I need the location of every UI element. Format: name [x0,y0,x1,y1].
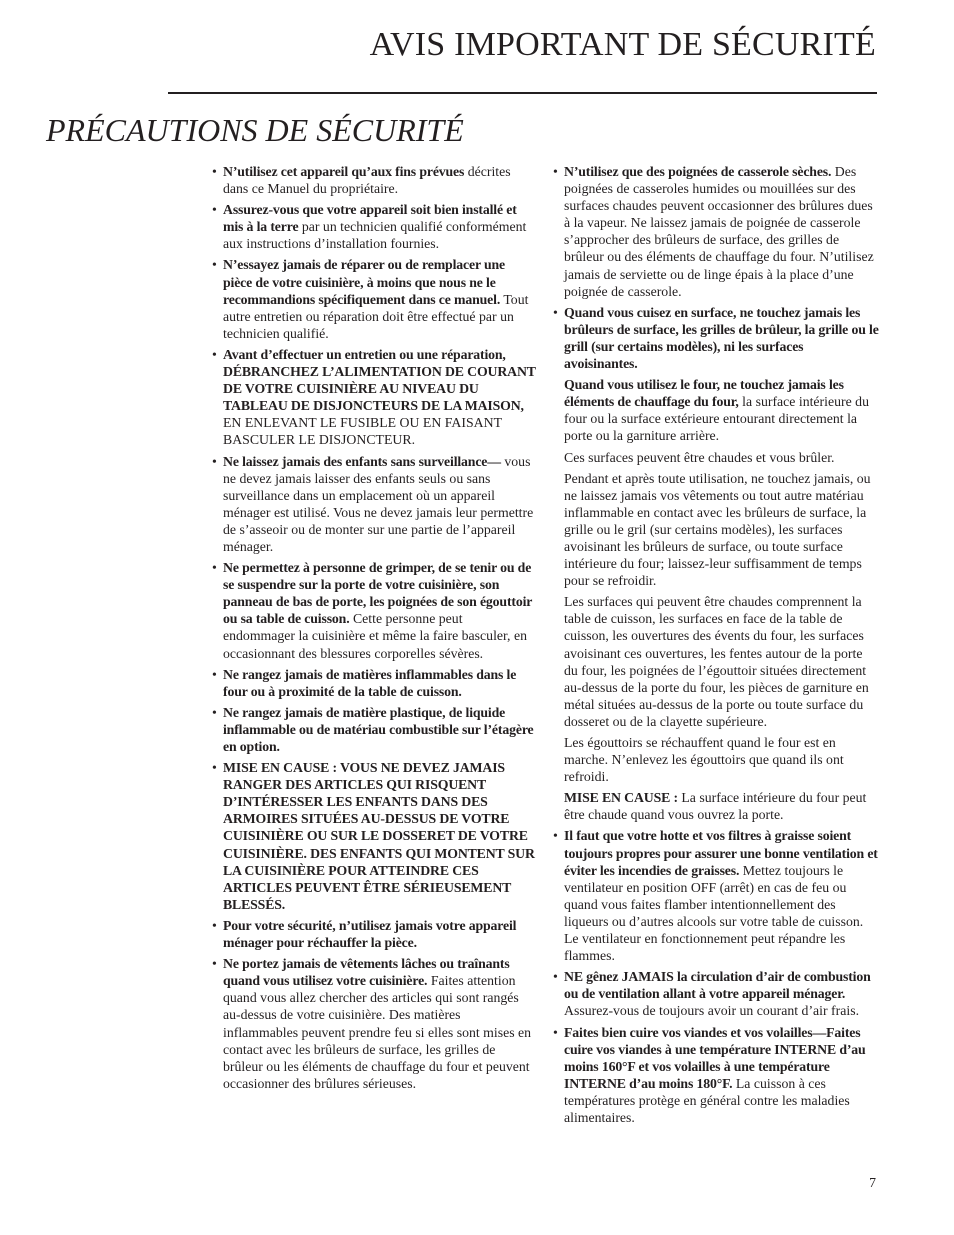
safety-bullet-item [553,968,879,1019]
safety-bullet-item [553,1024,879,1127]
safety-paragraph [553,734,879,785]
item-body-text: Les égouttoirs se réchauffent quand le four est en marche. N’enlevez les égouttoirs que quand ils ont refroidi. [564,735,844,785]
right-column [553,163,879,1130]
header-rule [168,92,877,94]
page-number: 7 [869,1175,876,1190]
safety-paragraph [553,449,879,466]
safety-paragraph [553,593,879,730]
left-column [212,163,536,1096]
safety-paragraph [553,789,879,823]
item-bold-text: NE gênez JAMAIS la circulation d’air de combustion ou de ventilation allant à votre appareil ménager. [564,969,871,1002]
item-body-text: La surface intérieure du four peut être chaude quand vous ouvrez la porte. [564,790,867,823]
item-bold-text: Ne rangez jamais de matières inflammables dans le four ou à proximité de la table de cuisson. [223,666,517,699]
item-bold-text: Ne rangez jamais de matière plastique, de liquide inflammable ou de matériau combustible sur l’étagère en option. [223,704,534,754]
item-bold-text: Il faut que votre hotte et vos filtres à graisse soient toujours propres pour assurer une bonne ventilation et éviter les incendies de graisses. [564,828,878,878]
item-body-text: Assurez-vous de toujours avoir un courant d’air frais. [564,1003,860,1019]
safety-bullet-item [212,704,536,755]
item-bold-text: Avant d’effectuer un entretien ou une réparation, DÉBRANCHEZ L’ALIMENTATION DE COURANT DE VOTRE CUISINIÈRE AU NIVEAU DU TABLEAU DE DISJONCTEURS DE LA MAISON, [223,346,536,414]
item-bold-text: Quand vous cuisez en surface, ne touchez jamais les brûleurs de surface, les grilles de brûleur, la grille ou le grill (sur certains modèles), ni les surfaces avoisinantes. [564,304,879,372]
item-bold-text: Ne portez jamais de vêtements lâches ou traînants quand vous utilisez votre cuisinière. [223,956,510,989]
item-bold-text: Ne laissez jamais des enfants sans surveillance— [223,453,501,469]
item-bold-text: Pour votre sécurité, n’utilisez jamais votre appareil ménager pour réchauffer la pièce. [223,917,517,951]
safety-bullet-item [212,955,536,1092]
safety-bullet-item [212,666,536,700]
item-bold-text: N’utilisez cet appareil qu’aux fins prévues [223,164,465,179]
item-body-text: la surface intérieure du four ou la surface extérieure entourant directement la porte ou la garniture arrière. [564,394,869,444]
item-body-text: Ces surfaces peuvent être chaudes et vous brûler. [564,449,835,465]
safety-bullet-item [553,304,879,372]
item-body-text: La cuisson à ces températures protège en général contre les maladies alimentaires. [564,1075,850,1125]
safety-bullet-item [212,163,536,197]
item-bold-text: Ne permettez à personne de grimper, de se tenir ou de se suspendre sur la porte de votre cuisinière, son panneau de bas de porte, les poignées de son égouttoir ou sa table de cuisson. [223,560,532,627]
item-bold-text: MISE EN CAUSE : VOUS NE DEVEZ JAMAIS RANGER DES ARTICLES QUI RISQUENT D’INTÉRESSER LES ENFANTS DANS DES ARMOIRES SITUÉES AU-DESSUS DE VOTRE CUISINIÈRE OU SUR LE DOSSERET DE VOTRE CUISINIÈRE. DES ENFANTS QUI MONTENT SUR LA CUISINIÈRE POUR ATTEINDRE CES ARTICLES PEUVENT ÊTRE SÉRIEUSEMENT BLESSÉS. [223,760,535,912]
safety-bullet-item [553,163,879,300]
item-body-text: Faites attention quand vous allez chercher des articles qui sont rangés au-dessus de votre cuisinière. Des matières inflammables peuvent prendre feu si elles sont mises en contact avec les brûleurs de surface, les grilles de brûleur ou les éléments de chauffage du four et peuvent occasionner des brûlures sérieuses. [223,973,532,1091]
item-bold-text: N’essayez jamais de réparer ou de remplacer une pièce de votre cuisinière, à moins que nous ne le recommandions spécifiquement dans ce manuel. [223,257,505,307]
item-bold-text: Faites bien cuire vos viandes et vos volailles—Faites cuire vos viandes à une température INTERNE d’au moins 160°F et vos volailles à une température INTERNE d’au moins 180°F. [564,1024,866,1091]
safety-bullet-item [212,201,536,252]
safety-bullet-item [212,759,536,913]
safety-paragraph [553,376,879,444]
item-body-text: EN ENLEVANT LE FUSIBLE OU EN FAISANT BASCULER LE DISJONCTEUR. [223,415,502,448]
item-body-text: Les surfaces qui peuvent être chaudes comprennent la table de cuisson, les surfaces en face de la table de cuisson, les ouvertures des évents du four, les surfaces avoisinant ces ouvertures, les fentes autour de la porte du four, les poignées de l’égouttoir situées directement au-dessus de la porte du four, les pièces de garniture en métal situées au-dessus de la porte ou toute surface du dosseret ou de la clayette supérieure. [564,594,869,729]
safety-bullet-item [212,917,536,951]
item-body-text: Pendant et après toute utilisation, ne touchez jamais, ou ne laissez jamais vos vêtements ou tout autre matériau inflammable en contact avec les brûleurs de surface, la grille ou le gril (sur certains modèles), les surfaces avoisinant les brûleurs de surface, ou toute surface intérieure du four; laissez-leur suffisamment de temps pour se refroidir. [564,470,871,589]
item-bold-text: Assurez-vous que votre appareil soit bien installé et mis à la terre [223,202,517,235]
item-body-text: Des poignées de casseroles humides ou mouillées sur des surfaces chaudes peuvent occasionner des brûlures dues à la vapeur. Ne laissez jamais de poignée de casserole s’approcher des brûleurs de surface, des grilles de brûleur ou des éléments de chauffage du four. N’utilisez jamais de serviette ou de linge épais à la place d’une poignée de casserole. [564,164,874,299]
item-body-text: Mettez toujours le ventilateur en position OFF (arrêt) en cas de feu ou quand vous faites flamber intentionnellement des liqueurs ou d’autres alcools sur votre table de cuisson. Le ventilateur en fonctionnement peut répandre les flammes. [564,862,864,964]
item-body-text: vous ne devez jamais laisser des enfants seuls ou sans surveillance dans un emplacement où un appareil ménager est utilisé. Vous ne devez jamais leur permettre de s’asseoir ou de monter sur une partie de l’appareil ménager. [223,453,534,554]
item-body-text: Tout autre entretien ou réparation doit être effectué par un technicien qualifié. [223,291,529,341]
safety-bullet-item [212,256,536,341]
safety-paragraph [553,470,879,590]
header-title: AVIS IMPORTANT DE SÉCURITÉ [369,26,876,63]
section-title: PRÉCAUTIONS DE SÉCURITÉ [46,112,464,148]
safety-bullet-item [212,453,536,556]
item-bold-text: MISE EN CAUSE : [564,790,678,806]
item-body-text: par un technicien qualifié conformément aux instructions d’installation fournies. [223,219,527,252]
safety-bullet-item [212,559,536,662]
item-bold-text: Quand vous utilisez le four, ne touchez jamais les éléments de chauffage du four, [564,377,844,410]
item-body-text: décrites dans ce Manuel du propriétaire. [223,164,511,197]
item-bold-text: N’utilisez que des poignées de casserole sèches. [564,164,832,179]
safety-bullet-item [212,346,536,449]
safety-bullet-item [553,827,879,964]
item-body-text: Cette personne peut endommager la cuisinière et même la faire basculer, en occasionnant des blessures corporelles sévères. [223,611,527,661]
